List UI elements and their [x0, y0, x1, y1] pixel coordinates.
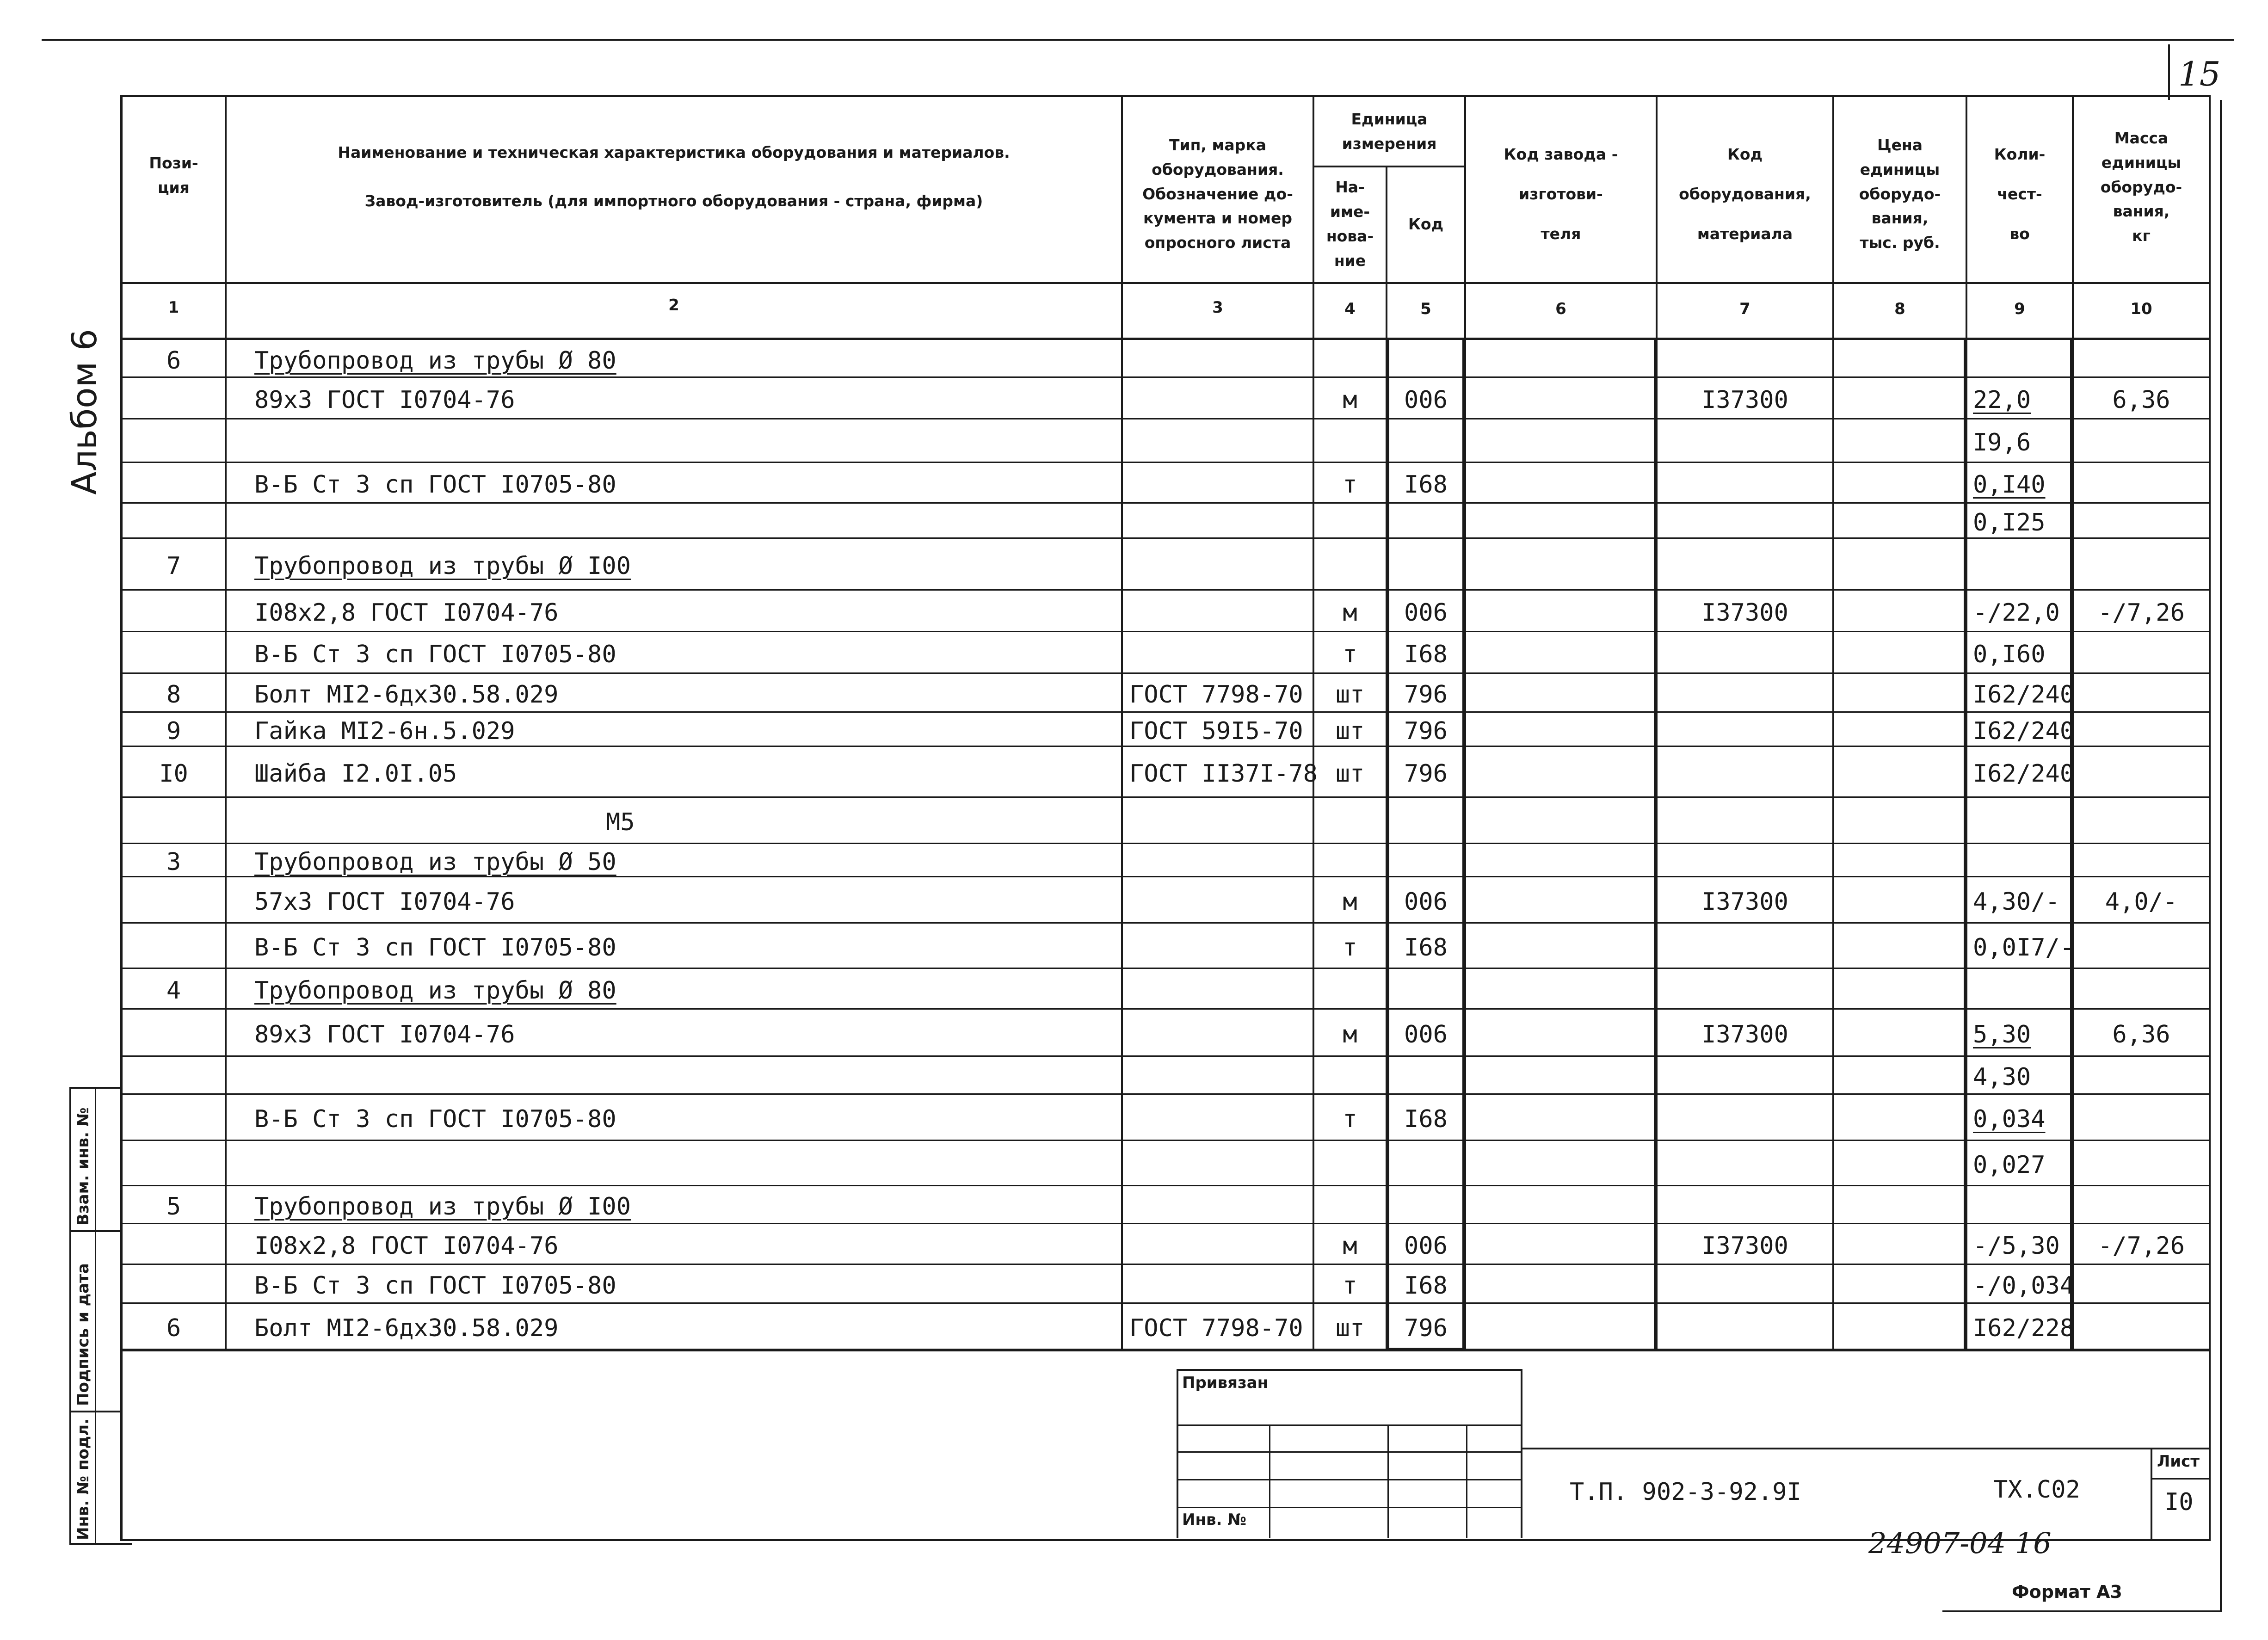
cell-pos: 6	[166, 1314, 181, 1342]
cell-name: 89x3 ГОСТ I0704-76	[254, 386, 515, 414]
cell-unit: м	[1343, 599, 1357, 627]
cell-mass: -/7,26	[2098, 599, 2185, 627]
cell-code: 006	[1404, 888, 1448, 916]
row-divider	[123, 968, 2211, 969]
cell-mat: I37300	[1701, 1232, 1788, 1260]
cell-qty: 0,I25	[1973, 509, 2046, 536]
cell-doc: ГОСТ 59I5-70	[1129, 717, 1303, 745]
cell-unit: м	[1343, 1021, 1357, 1048]
cell-qty: 0,I60	[1973, 641, 2046, 668]
cell-code: 006	[1404, 386, 1448, 414]
cell-unit: т	[1343, 641, 1357, 668]
row-divider	[123, 922, 2211, 924]
cell-name: Болт МI2-6дx30.58.029	[254, 681, 559, 709]
row-divider	[123, 1055, 2211, 1057]
row-divider	[123, 796, 2211, 798]
cell-qty: I9,6	[1973, 429, 2031, 456]
cell-pos: 9	[166, 717, 181, 745]
cell-qty: I62/240	[1973, 681, 2075, 709]
column-number: 1	[168, 298, 179, 317]
row-divider	[123, 843, 2211, 844]
row-divider	[123, 376, 2211, 378]
cell-code: 796	[1404, 681, 1448, 709]
row-divider	[123, 1349, 2211, 1350]
cell-doc: ГОСТ II37I-78	[1129, 760, 1318, 788]
row-divider	[123, 418, 2211, 419]
cell-mat: I37300	[1701, 888, 1788, 916]
row-divider	[123, 672, 2211, 674]
inv-number-label: Инв. №	[1182, 1511, 1247, 1529]
row-divider	[123, 502, 2211, 504]
cell-unit: м	[1343, 1232, 1357, 1260]
cell-name: М5	[606, 808, 635, 836]
cell-code: 796	[1404, 1314, 1448, 1342]
header-unit-group: Единица измерения	[1342, 110, 1437, 153]
cell-doc: ГОСТ 7798-70	[1129, 1314, 1303, 1342]
cell-mass: 6,36	[2112, 386, 2170, 414]
row-divider	[123, 1185, 2211, 1186]
cell-qty: 22,0	[1973, 386, 2031, 414]
cell-name: Трубопровод из трубы Ø 80	[254, 977, 616, 1005]
cell-name: В-Б Ст 3 сп ГОСТ I0705-80	[254, 1105, 616, 1133]
cell-unit: м	[1343, 888, 1357, 916]
cell-code: 006	[1404, 599, 1448, 627]
row-divider	[123, 711, 2211, 713]
column-number: 2	[668, 296, 679, 314]
cell-name: 57x3 ГОСТ I0704-76	[254, 888, 515, 916]
cell-mass: -/7,26	[2098, 1232, 2185, 1260]
cell-code: 006	[1404, 1021, 1448, 1048]
cell-pos: 7	[166, 552, 181, 580]
cell-unit: т	[1343, 934, 1357, 962]
sheet-code: ТХ.С02	[1993, 1476, 2080, 1504]
cell-pos: 6	[166, 347, 181, 375]
header-price: Цена единицы оборудо- вания, тыс. руб.	[1859, 136, 1941, 252]
stamp-replacement-inv: Взам. инв. №	[74, 1107, 92, 1226]
row-divider	[123, 876, 2211, 877]
row-divider	[123, 1140, 2211, 1141]
header-unit-code: Код	[1408, 215, 1444, 233]
cell-pos: 3	[166, 848, 181, 876]
cell-code: I68	[1404, 471, 1448, 499]
header-material-code: Код оборудования, материала	[1679, 145, 1811, 243]
sheet-label: Лист	[2157, 1452, 2200, 1471]
page-number: 15	[2178, 55, 2221, 93]
cell-name: В-Б Ст 3 сп ГОСТ I0705-80	[254, 471, 616, 499]
header-unit-name: На- име- нова- ние	[1326, 178, 1374, 270]
row-divider	[123, 746, 2211, 747]
cell-unit: т	[1343, 1105, 1357, 1133]
column-number: 7	[1739, 300, 1750, 318]
cell-name: 89x3 ГОСТ I0704-76	[254, 1021, 515, 1048]
cell-qty: 0,027	[1973, 1151, 2046, 1179]
column-number: 9	[2014, 300, 2025, 318]
header-name-line2: Завод-изготовитель (для импортного оборудования - страна, фирма)	[364, 191, 983, 210]
column-number: 10	[2130, 300, 2152, 318]
cell-code: I68	[1404, 934, 1448, 962]
header-type: Тип, марка оборудования. Обозначение до- кумента и номер опросного листа	[1142, 136, 1293, 252]
cell-unit: шт	[1335, 760, 1365, 788]
cell-name: I08x2,8 ГОСТ I0704-76	[254, 1232, 559, 1260]
format-label: Формат А3	[2012, 1582, 2122, 1602]
cell-qty: -/22,0	[1973, 599, 2060, 627]
album-label: Альбом 6	[65, 329, 105, 495]
cell-code: I68	[1404, 1105, 1448, 1133]
header-plant-code: Код завода - изготови- теля	[1504, 145, 1618, 243]
cell-name: Трубопровод из трубы Ø 80	[254, 347, 616, 375]
stamp-original-inv: Инв. № подл.	[74, 1418, 92, 1540]
cell-qty: -/5,30	[1973, 1232, 2060, 1260]
cell-pos: I0	[159, 760, 188, 788]
project-number: Т.П. 902-3-92.9I	[1570, 1478, 1801, 1506]
row-divider	[123, 1302, 2211, 1304]
cell-qty: 0,034	[1973, 1105, 2046, 1133]
row-divider	[123, 1264, 2211, 1265]
column-number: 4	[1344, 300, 1356, 318]
cell-name: Трубопровод из трубы Ø I00	[254, 552, 631, 580]
header-name-line1: Наименование и техническая характеристика оборудования и материалов.	[338, 143, 1010, 161]
header-mass: Масса единицы оборудо- вания, кг	[2100, 129, 2182, 245]
header-quantity: Коли- чест- во	[1994, 145, 2046, 243]
cell-unit: т	[1343, 471, 1357, 499]
cell-pos: 4	[166, 977, 181, 1005]
cell-name: Гайка МI2-6н.5.029	[254, 717, 515, 745]
row-divider	[123, 631, 2211, 632]
cell-mat: I37300	[1701, 386, 1788, 414]
cell-qty: 5,30	[1973, 1021, 2031, 1048]
cell-unit: шт	[1335, 1314, 1365, 1342]
cell-pos: 5	[166, 1193, 181, 1221]
cell-name: Трубопровод из трубы Ø I00	[254, 1193, 631, 1221]
cell-name: В-Б Ст 3 сп ГОСТ I0705-80	[254, 1272, 616, 1300]
cell-name: I08x2,8 ГОСТ I0704-76	[254, 599, 559, 627]
cell-name: Шайба I2.0I.05	[254, 760, 457, 788]
cell-doc: ГОСТ 7798-70	[1129, 681, 1303, 709]
cell-mat: I37300	[1701, 1021, 1788, 1048]
row-divider	[123, 1223, 2211, 1224]
cell-code: 796	[1404, 717, 1448, 745]
stamp-signature-date: Подпись и дата	[74, 1263, 92, 1406]
row-divider	[123, 589, 2211, 591]
handwritten-number: 24907-04 16	[1868, 1526, 2052, 1560]
row-divider	[123, 537, 2211, 539]
cell-unit: т	[1343, 1272, 1357, 1300]
row-divider	[123, 462, 2211, 463]
cell-qty: I62/240	[1973, 760, 2075, 788]
cell-qty: 0,I40	[1973, 471, 2046, 499]
row-divider	[123, 1008, 2211, 1010]
cell-code: 796	[1404, 760, 1448, 788]
cell-code: 006	[1404, 1232, 1448, 1260]
cell-unit: шт	[1335, 681, 1365, 709]
cell-qty: -/0,034	[1973, 1272, 2075, 1300]
cell-mass: 6,36	[2112, 1021, 2170, 1048]
cell-qty: I62/240	[1973, 717, 2075, 745]
cell-unit: м	[1343, 386, 1357, 414]
cell-mat: I37300	[1701, 599, 1788, 627]
column-number: 6	[1555, 300, 1566, 318]
sheet-number: I0	[2164, 1488, 2194, 1516]
cell-mass: 4,0/-	[2105, 888, 2178, 916]
cell-qty: 4,30	[1973, 1063, 2031, 1091]
cell-qty: I62/228	[1973, 1314, 2075, 1342]
column-number: 3	[1212, 298, 1223, 317]
column-number: 8	[1894, 300, 1905, 318]
row-divider	[123, 1093, 2211, 1095]
cell-qty: 0,0I7/-	[1973, 934, 2075, 962]
cell-pos: 8	[166, 681, 181, 709]
cell-code: I68	[1404, 1272, 1448, 1300]
column-number: 5	[1420, 300, 1431, 318]
cell-name: В-Б Ст 3 сп ГОСТ I0705-80	[254, 641, 616, 668]
cell-name: Болт МI2-6дx30.58.029	[254, 1314, 559, 1342]
cell-name: Трубопровод из трубы Ø 50	[254, 848, 616, 876]
privyazan-label: Привязан	[1182, 1374, 1269, 1392]
cell-qty: 4,30/-	[1973, 888, 2060, 916]
header-position: Пози- ция	[149, 154, 198, 197]
cell-name: В-Б Ст 3 сп ГОСТ I0705-80	[254, 934, 616, 962]
cell-code: I68	[1404, 641, 1448, 668]
cell-unit: шт	[1335, 717, 1365, 745]
